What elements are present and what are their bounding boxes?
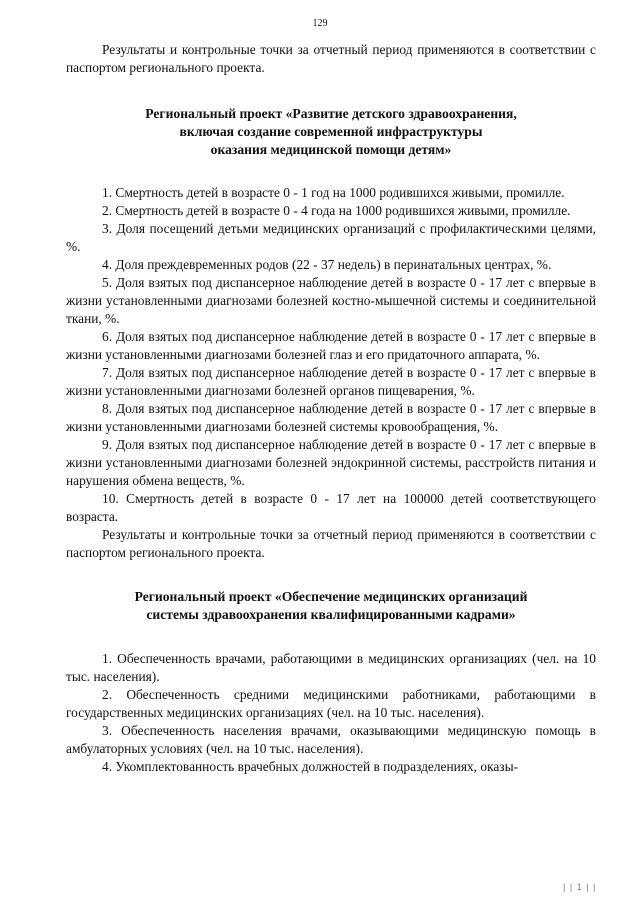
section1-heading-line: оказания медицинской помощи детям»	[210, 142, 452, 157]
intro-paragraph: Результаты и контрольные точки за отчетный период применяются в соответствии с паспортом регионального проекта.	[66, 42, 596, 75]
section1-item: 9. Доля взятых под диспансерное наблюдение детей в возрасте 0 - 17 лет с впервые в жизни установленными диагнозами болезней эндокринной системы, расстройств питания и нарушения обмена веществ, %.	[66, 437, 596, 488]
section2-item: 3. Обеспеченность населения врачами, оказывающими медицинскую помощь в амбулаторных условиях (чел. на 10 тыс. населения).	[66, 723, 596, 756]
section2-item: 4. Укомплектованность врачебных должностей в подразделениях, оказы-	[102, 759, 519, 774]
section2-heading-line: системы здравоохранения квалифицированными кадрами»	[146, 607, 516, 622]
section1-item: 2. Смертность детей в возрасте 0 - 4 года на 1000 родившихся живыми, промилле.	[102, 203, 571, 218]
section1-item: 1. Смертность детей в возрасте 0 - 1 год на 1000 родившихся живыми, промилле.	[102, 185, 565, 200]
document-body	[66, 41, 596, 776]
section1-item: 5. Доля взятых под диспансерное наблюдение детей в возрасте 0 - 17 лет с впервые в жизни установленными диагнозами болезней костно-мышечной системы и соединительной ткани, %.	[66, 275, 596, 326]
section1-list	[66, 184, 596, 562]
section2-list	[66, 650, 596, 776]
scan-mark: | | 1 | |	[563, 882, 597, 892]
section2-item: 2. Обеспеченность средними медицинскими работниками, работающими в государственных медицинских организациях (чел. на 10 тыс. населения).	[66, 687, 596, 720]
section1-item: 3. Доля посещений детьми медицинских организаций с профилактическими целями, %.	[66, 221, 596, 254]
section1-item: 10. Смертность детей в возрасте 0 - 17 лет на 100000 детей соответствующего возраста.	[66, 491, 596, 524]
section1-closing-paragraph: Результаты и контрольные точки за отчетный период применяются в соответствии с паспортом регионального проекта.	[66, 527, 596, 560]
section2-item: 1. Обеспеченность врачами, работающими в медицинских организациях (чел. на 10 тыс. населения).	[66, 651, 596, 684]
section1-item: 8. Доля взятых под диспансерное наблюдение детей в возрасте 0 - 17 лет с впервые в жизни установленными диагнозами болезней системы кровообращения, %.	[66, 401, 596, 434]
section1-item: 4. Доля преждевременных родов (22 - 37 недель) в перинатальных центрах, %.	[102, 257, 552, 272]
section1-heading	[66, 105, 596, 159]
section2-heading-line: Региональный проект «Обеспечение медицинских организаций	[134, 589, 528, 604]
page-number: 129	[312, 18, 328, 29]
section1-heading-line: Региональный проект «Развитие детского здравоохранения,	[145, 106, 517, 121]
section2-heading	[66, 588, 596, 624]
section1-item: 6. Доля взятых под диспансерное наблюдение детей в возрасте 0 - 17 лет с впервые в жизни установленными диагнозами болезней глаз и его придаточного аппарата, %.	[66, 329, 596, 362]
section1-item: 7. Доля взятых под диспансерное наблюдение детей в возрасте 0 - 17 лет с впервые в жизни установленными диагнозами болезней органов пищеварения, %.	[66, 365, 596, 398]
section1-heading-line: включая создание современной инфраструктуры	[179, 124, 483, 139]
